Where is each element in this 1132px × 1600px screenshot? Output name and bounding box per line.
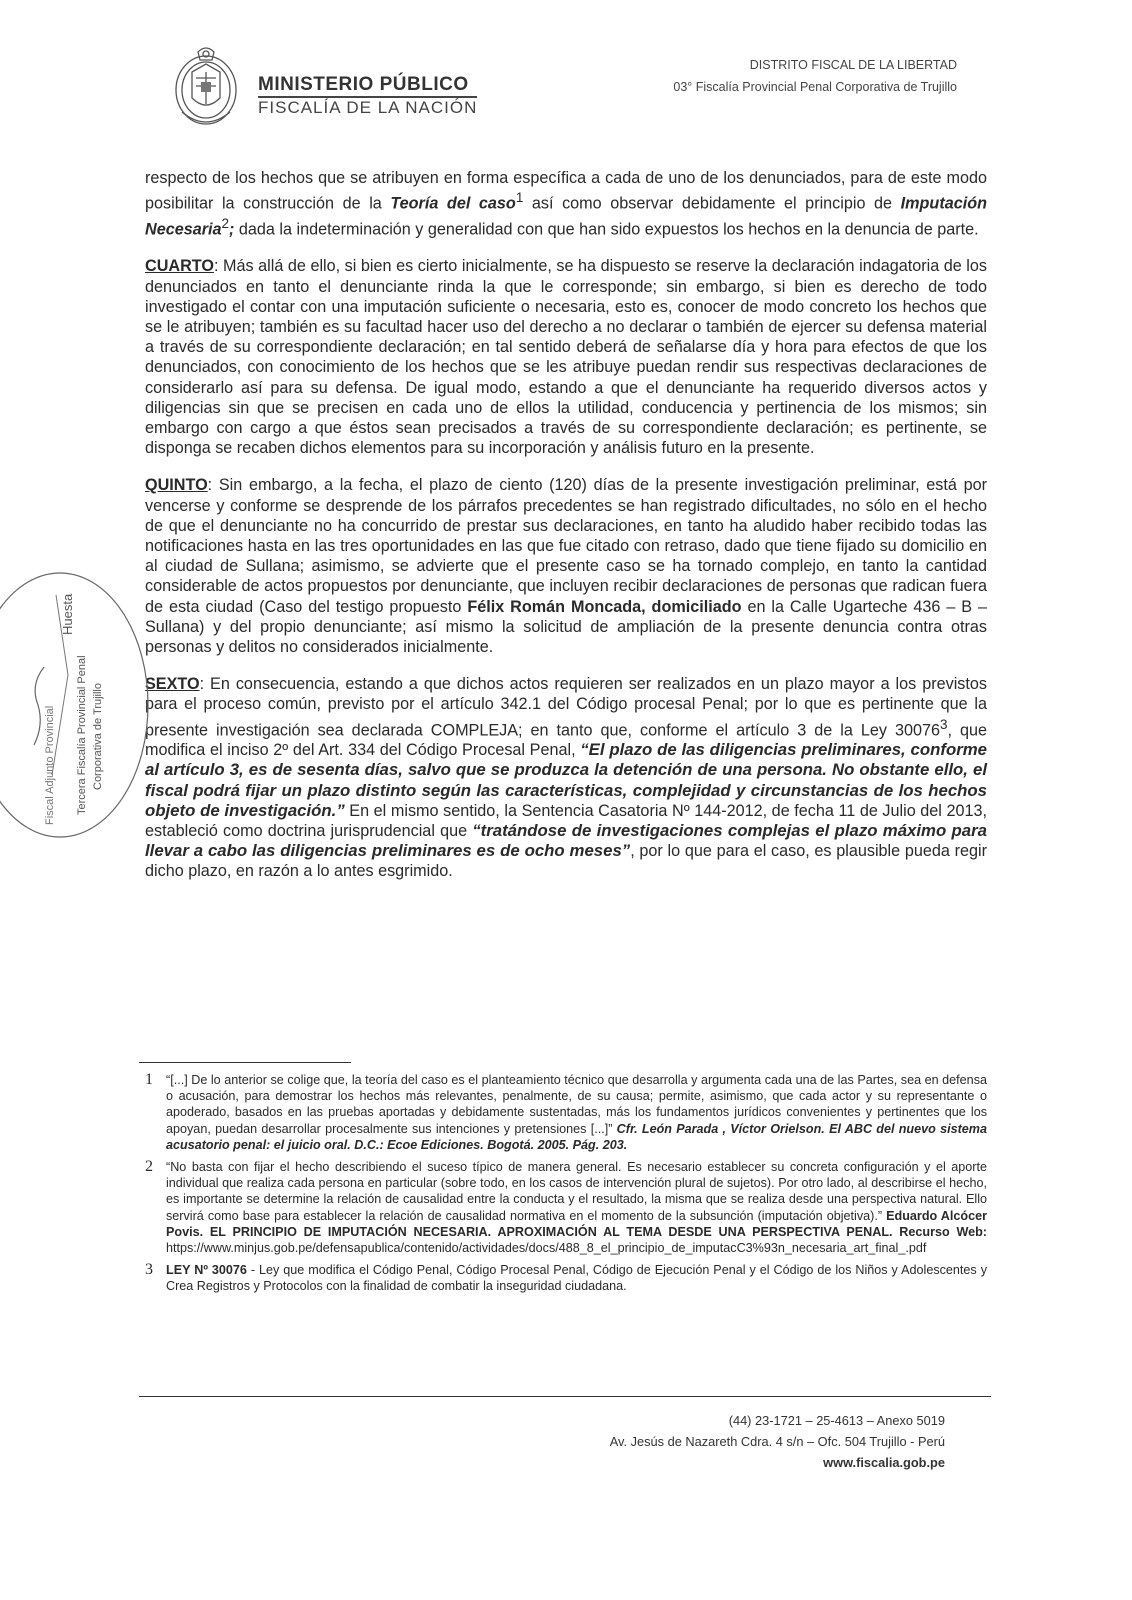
text: - Ley que modifica el Código Penal, Código Procesal Penal, Código de Ejecución Penal y el Código de los Niños y Adolescentes y Crea Registros y Protocolos con la finalidad de combatir la inseguridad ciudadana. — [166, 1263, 987, 1294]
term-imputacion-necesaria: Imputación Necesaria — [145, 194, 987, 239]
logo-subtitle: FISCALÍA DE LA NACIÓN — [258, 98, 478, 117]
semicolon: ; — [229, 220, 235, 239]
footnote-text — [160, 1159, 987, 1256]
logo-title: MINISTERIO PÚBLICO — [258, 74, 477, 98]
text: En el mismo sentido, la Sentencia Casatoria Nº 144-2012, de fecha 11 de Julio del 2013, estableció como doctrina jurisprudencial que — [145, 801, 987, 841]
footnote-ref-1: 1 — [515, 190, 524, 206]
document-body — [145, 168, 987, 899]
stamp-line-2: Corporativa de Trujillo — [92, 683, 104, 790]
text: así como observar debidamente el principio de — [523, 194, 901, 213]
text: en la Calle Ugarteche 436 – B – Sullana) y del propio denunciante; así mismo la solicitud de ampliación de la presente denuncia contra otras personas y delitos no considerados inicialmente. — [145, 597, 988, 657]
text: “[...] De lo anterior se colige que, la teoría del caso es el planteamiento técnico que desarrolla y argumenta cada una de las Partes, sea en defensa o acusación, para demostrar los hechos más relevantes, penalmente, de su causa; permite, asimismo, que cada actor y su representante o apoderado, basados en las pruebas aportadas y debidamente sustentadas, más los fundamentos jurídicos convenientes y pertinentes que los apoyan, puedan desarrollar procesalmente sus intenciones y pretensiones [...]” — [166, 1073, 987, 1136]
stamp-line-4: Huesta — [60, 593, 75, 635]
text: “No basta con fijar el hecho describiendo el suceso típico de manera general. Es necesario establecer su concreta configuración y el aporte individual que realiza cada persona en particular (sobre todo, en los casos de intervención plural de sujetos). Por otro lado, al describirse el hecho, es importante se determine la relación de causalidad entre la conducta y el resultado, la misma que se realiza desde una perspectiva natural. Ello servirá como base para establecer la relación de causalidad normativa en el momento de la subsunción (imputación objetiva).” — [166, 1160, 987, 1223]
text: , por lo que para el caso, es plausible pueda regir dicho plazo, en razón a lo antes esgrimido. — [145, 842, 987, 881]
citation-url: https://www.minjus.gob.pe/defensapublica/contenido/actividades/docs/488_8_el_principio_de_imputacC3%93n_necesaria_art_final_.pdf — [166, 1241, 927, 1256]
citation-author: Cfr. León Parada , Víctor Orielson. — [616, 1121, 825, 1136]
header-office-info — [673, 54, 957, 98]
footnote-ref-3: 3 — [939, 716, 948, 732]
section-label-quinto: QUINTO — [145, 476, 208, 495]
law-name: LEY Nº 30076 — [166, 1263, 247, 1278]
footnote-2 — [145, 1159, 987, 1256]
footer-phone: (44) 23-1721 – 25-4613 – Anexo 5019 — [728, 1413, 945, 1428]
footer-website: www.fiscalia.gob.pe — [823, 1455, 945, 1470]
official-stamp — [0, 555, 180, 855]
section-label-sexto: SEXTO — [145, 675, 200, 694]
text: : En consecuencia, estando a que dichos actos requieren ser realizados en un plazo mayor a los previstos para el proceso común, previsto por el artículo 342.1 del Código procesal Penal; por lo que es pertinente que la presente investigación sea declarada COMPLEJA; en tanto que, conforme el artículo 3 de la Ley 30076 — [145, 675, 987, 740]
footnote-1 — [145, 1072, 987, 1153]
footnote-number: 3 — [145, 1261, 153, 1279]
institution-logo-text — [258, 74, 477, 118]
citation-title: El ABC del nuevo sistema acusatorio penal: el juicio oral. D.C.: Ecoe Ediciones. Bogotá. 2005. Pág. 203. — [166, 1121, 987, 1152]
text: : Sin embargo, a la fecha, el plazo de ciento (120) días de la presente investigación preliminar, está por vencerse y conforme se desprende de los párrafos precedentes se han registrado dificultades, no sólo en el hecho de que el denunciante no ha concurrido de prestar sus declaraciones, en tanto ha aludido haber recibido todas las notificaciones hasta en las tres oportunidades en las que fue citado con retraso, dado que tiene fijado su domicilio en al ciudad de Sullana; asimismo, se advierte que el presente caso se ha tornado complejo, en tanto la cantidad considerable de actos propuestos por denunciante, que incluyen recibir declaraciones de personas que radican fuera de esta ciudad (Caso del testigo propuesto — [145, 476, 987, 616]
quote-casacion: “tratándose de investigaciones complejas el plazo máximo para llevar a cabo las diligencias preliminares es de ocho meses” — [145, 821, 987, 861]
footnote-3 — [145, 1262, 987, 1294]
stamp-line-3: Fiscal Adjunto Provincial — [44, 705, 56, 825]
footnote-ref-2: 2 — [221, 215, 230, 231]
coat-of-arms-logo-icon — [168, 42, 244, 128]
footnote-text — [160, 1262, 987, 1294]
text: respecto de los hechos que se atribuyen en forma específica a cada de uno de los denunciados, para de este modo posibilitar la construcción de la — [145, 169, 987, 213]
footnotes — [145, 1072, 987, 1301]
footnote-number: 2 — [145, 1158, 153, 1176]
quote-law: “El plazo de las diligencias preliminares, conforme al artículo 3, es de sesenta días, salvo que se produzca la detención de una persona. No obstante ello, el fiscal podrá fijar un plazo distinto según las características, complejidad y circunstancias de los hechos objeto de investigación.” — [145, 740, 987, 820]
footer-address: Av. Jesús de Nazareth Cdra. 4 s/n – Ofc. 504 Trujillo - Perú — [609, 1434, 945, 1449]
paragraph-cuarto — [145, 256, 987, 458]
footnote-text — [160, 1072, 987, 1153]
citation-author: Eduardo Alcócer Povis. EL PRINCIPIO DE IMPUTACIÓN NECESARIA. APROXIMACIÓN AL TEMA DESDE UNA PERSPECTIVA PENAL. Recurso Web: — [166, 1208, 988, 1239]
footer-divider — [139, 1396, 991, 1397]
witness-name: Félix Román Moncada, domiciliado — [467, 597, 742, 616]
office-name: 03° Fiscalía Provincial Penal Corporativa de Trujillo — [673, 80, 957, 94]
footnote-divider — [139, 1062, 351, 1063]
paragraph-intro — [145, 168, 987, 239]
footer-contact — [610, 1410, 945, 1473]
footnote-number: 1 — [145, 1071, 153, 1088]
text: , que modifica el inciso 2º del Art. 334 del Código Procesal Penal, — [145, 721, 987, 760]
paragraph-sexto — [145, 674, 987, 881]
stamp-outline-icon — [0, 555, 180, 855]
term-teoria-del-caso: Teoría del caso — [390, 194, 516, 213]
text: dada la indeterminación y generalidad con que han sido expuestos los hechos en la denuncia de parte. — [234, 220, 979, 239]
stamp-line-1: Tercera Fiscalía Provincial Penal — [76, 655, 88, 815]
section-label-cuarto: CUARTO — [145, 257, 214, 276]
paragraph-quinto — [145, 475, 987, 657]
text: : Más allá de ello, si bien es cierto inicialmente, se ha dispuesto se reserve la declaración indagatoria de los denunciados en tanto el denunciante rinda la que le corresponde; sin embargo, si bien es derecho de todo investigado el contar con una imputación suficiente o necesaria, esto es, conocer de modo concreto los hechos que se le atribuyen; también es su facultad hacer uso del derecho a no declarar o también de ejercer su defensa material a través de su correspondiente declaración; en tal sentido deberá de señalarse día y hora para efectos de que los denunciados, con conocimiento de los hechos que se les atribuye puedan rendir sus respectivas declaraciones de considerarlo así para su defensa. De igual modo, estando a que el denunciante ha requerido diversos actos y diligencias sin que se precisen en cada uno de ellos la utilidad, conducencia y pertinencia de los mismos; sin embargo con cargo a que éstos sean precisados a través de su correspondiente declaración; es pertinente, se disponga se recaben dichos elementos para su incorporación y análisis futuro en la presente. — [145, 257, 987, 458]
district-name: DISTRITO FISCAL DE LA LIBERTAD — [749, 58, 957, 72]
